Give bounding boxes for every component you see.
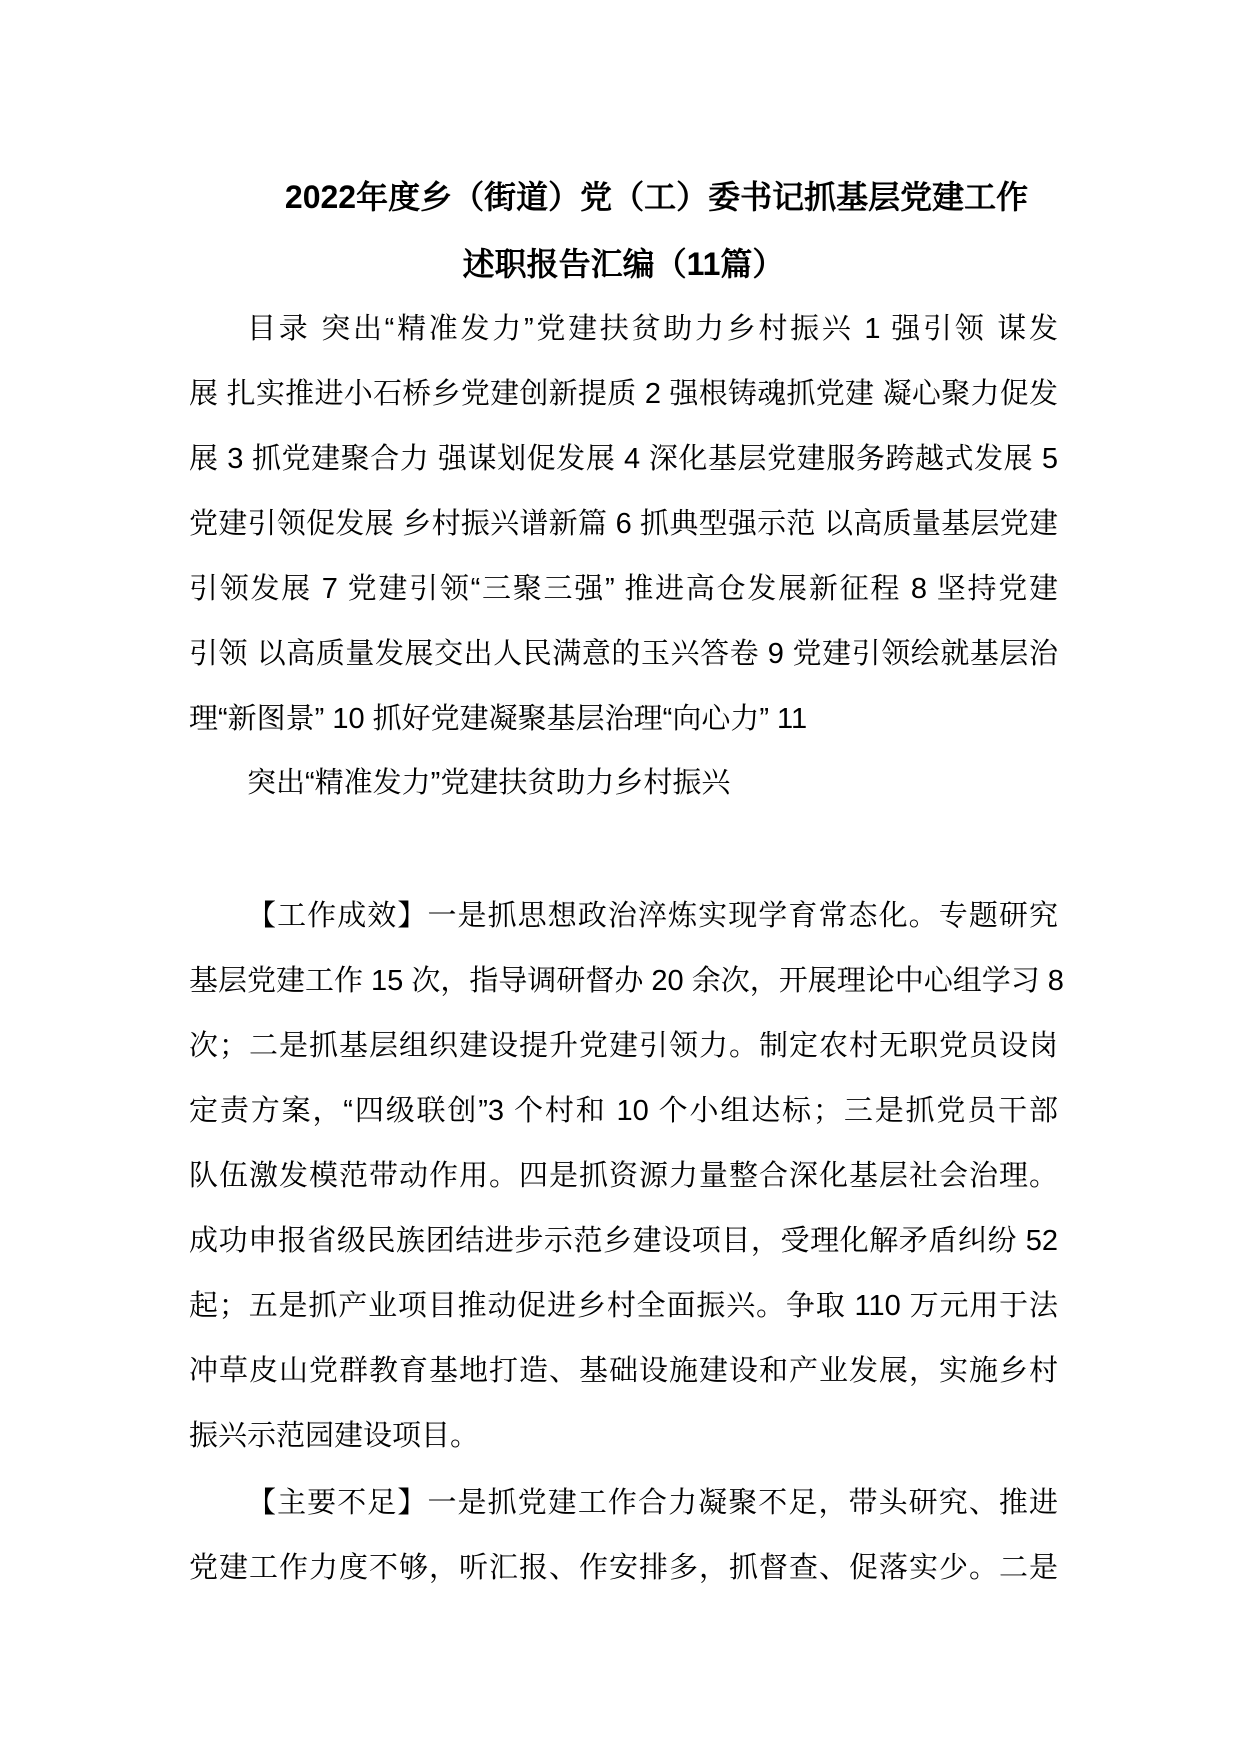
toc-line: 目录 突出“精准发力”党建扶贫助力乡村振兴 1 强引领 谋发: [247, 313, 1058, 345]
section-heading-text: 突出“精准发力”党建扶贫助力乡村振兴: [247, 767, 731, 799]
paragraph-line: 振兴示范园建设项目。: [189, 1420, 480, 1452]
paragraph-line: 【工作成效】一是抓思想政治淬炼实现学育常态化。专题研究: [247, 900, 1058, 932]
paragraph-line: 基层党建工作 15 次，指导调研督办 20 余次，开展理论中心组学习 8: [189, 965, 1064, 997]
paragraph-line: 队伍激发模范带动作用。四是抓资源力量整合深化基层社会治理。: [189, 1160, 1058, 1192]
paragraph-line: 定责方案，“四级联创”3 个村和 10 个小组达标；三是抓党员干部: [189, 1095, 1058, 1127]
toc-line: 引领发展 7 党建引领“三聚三强” 推进高仓发展新征程 8 坚持党建: [189, 573, 1058, 605]
paragraph-line: 次；二是抓基层组织建设提升党建引领力。制定农村无职党员设岗: [189, 1030, 1058, 1062]
paragraph-line: 成功申报省级民族团结进步示范乡建设项目，受理化解矛盾纠纷 52: [189, 1225, 1058, 1257]
paragraph-line: 【主要不足】一是抓党建工作合力凝聚不足，带头研究、推进: [247, 1487, 1058, 1519]
toc-line: 引领 以高质量发展交出人民满意的玉兴答卷 9 党建引领绘就基层治: [189, 638, 1058, 670]
paragraph-line: 起；五是抓产业项目推动促进乡村全面振兴。争取 110 万元用于法: [189, 1290, 1058, 1322]
paragraph-line: 党建工作力度不够，听汇报、作安排多，抓督查、促落实少。二是: [189, 1552, 1058, 1584]
paragraph-work-results: [189, 884, 1064, 1469]
toc-line: 党建引领促发展 乡村振兴谱新篇 6 抓典型强示范 以高质量基层党建: [189, 508, 1058, 540]
table-of-contents: [189, 297, 1058, 752]
section-heading: [189, 751, 1058, 816]
paragraph-shortcomings: [189, 1471, 1058, 1601]
paragraph-line: 冲草皮山党群教育基地打造、基础设施建设和产业发展，实施乡村: [189, 1355, 1058, 1387]
document-title-line-1: 2022年度乡（街道）党（工）委书记抓基层党建工作: [284, 179, 1029, 215]
toc-line: 展 3 抓党建聚合力 强谋划促发展 4 深化基层党建服务跨越式发展 5: [189, 443, 1058, 475]
document-title-line-2: 述职报告汇编（11篇）: [462, 246, 785, 282]
toc-line: 理“新图景” 10 抓好党建凝聚基层治理“向心力” 11: [189, 703, 808, 735]
toc-line: 展 扎实推进小石桥乡党建创新提质 2 强根铸魂抓党建 凝心聚力促发: [189, 378, 1058, 410]
